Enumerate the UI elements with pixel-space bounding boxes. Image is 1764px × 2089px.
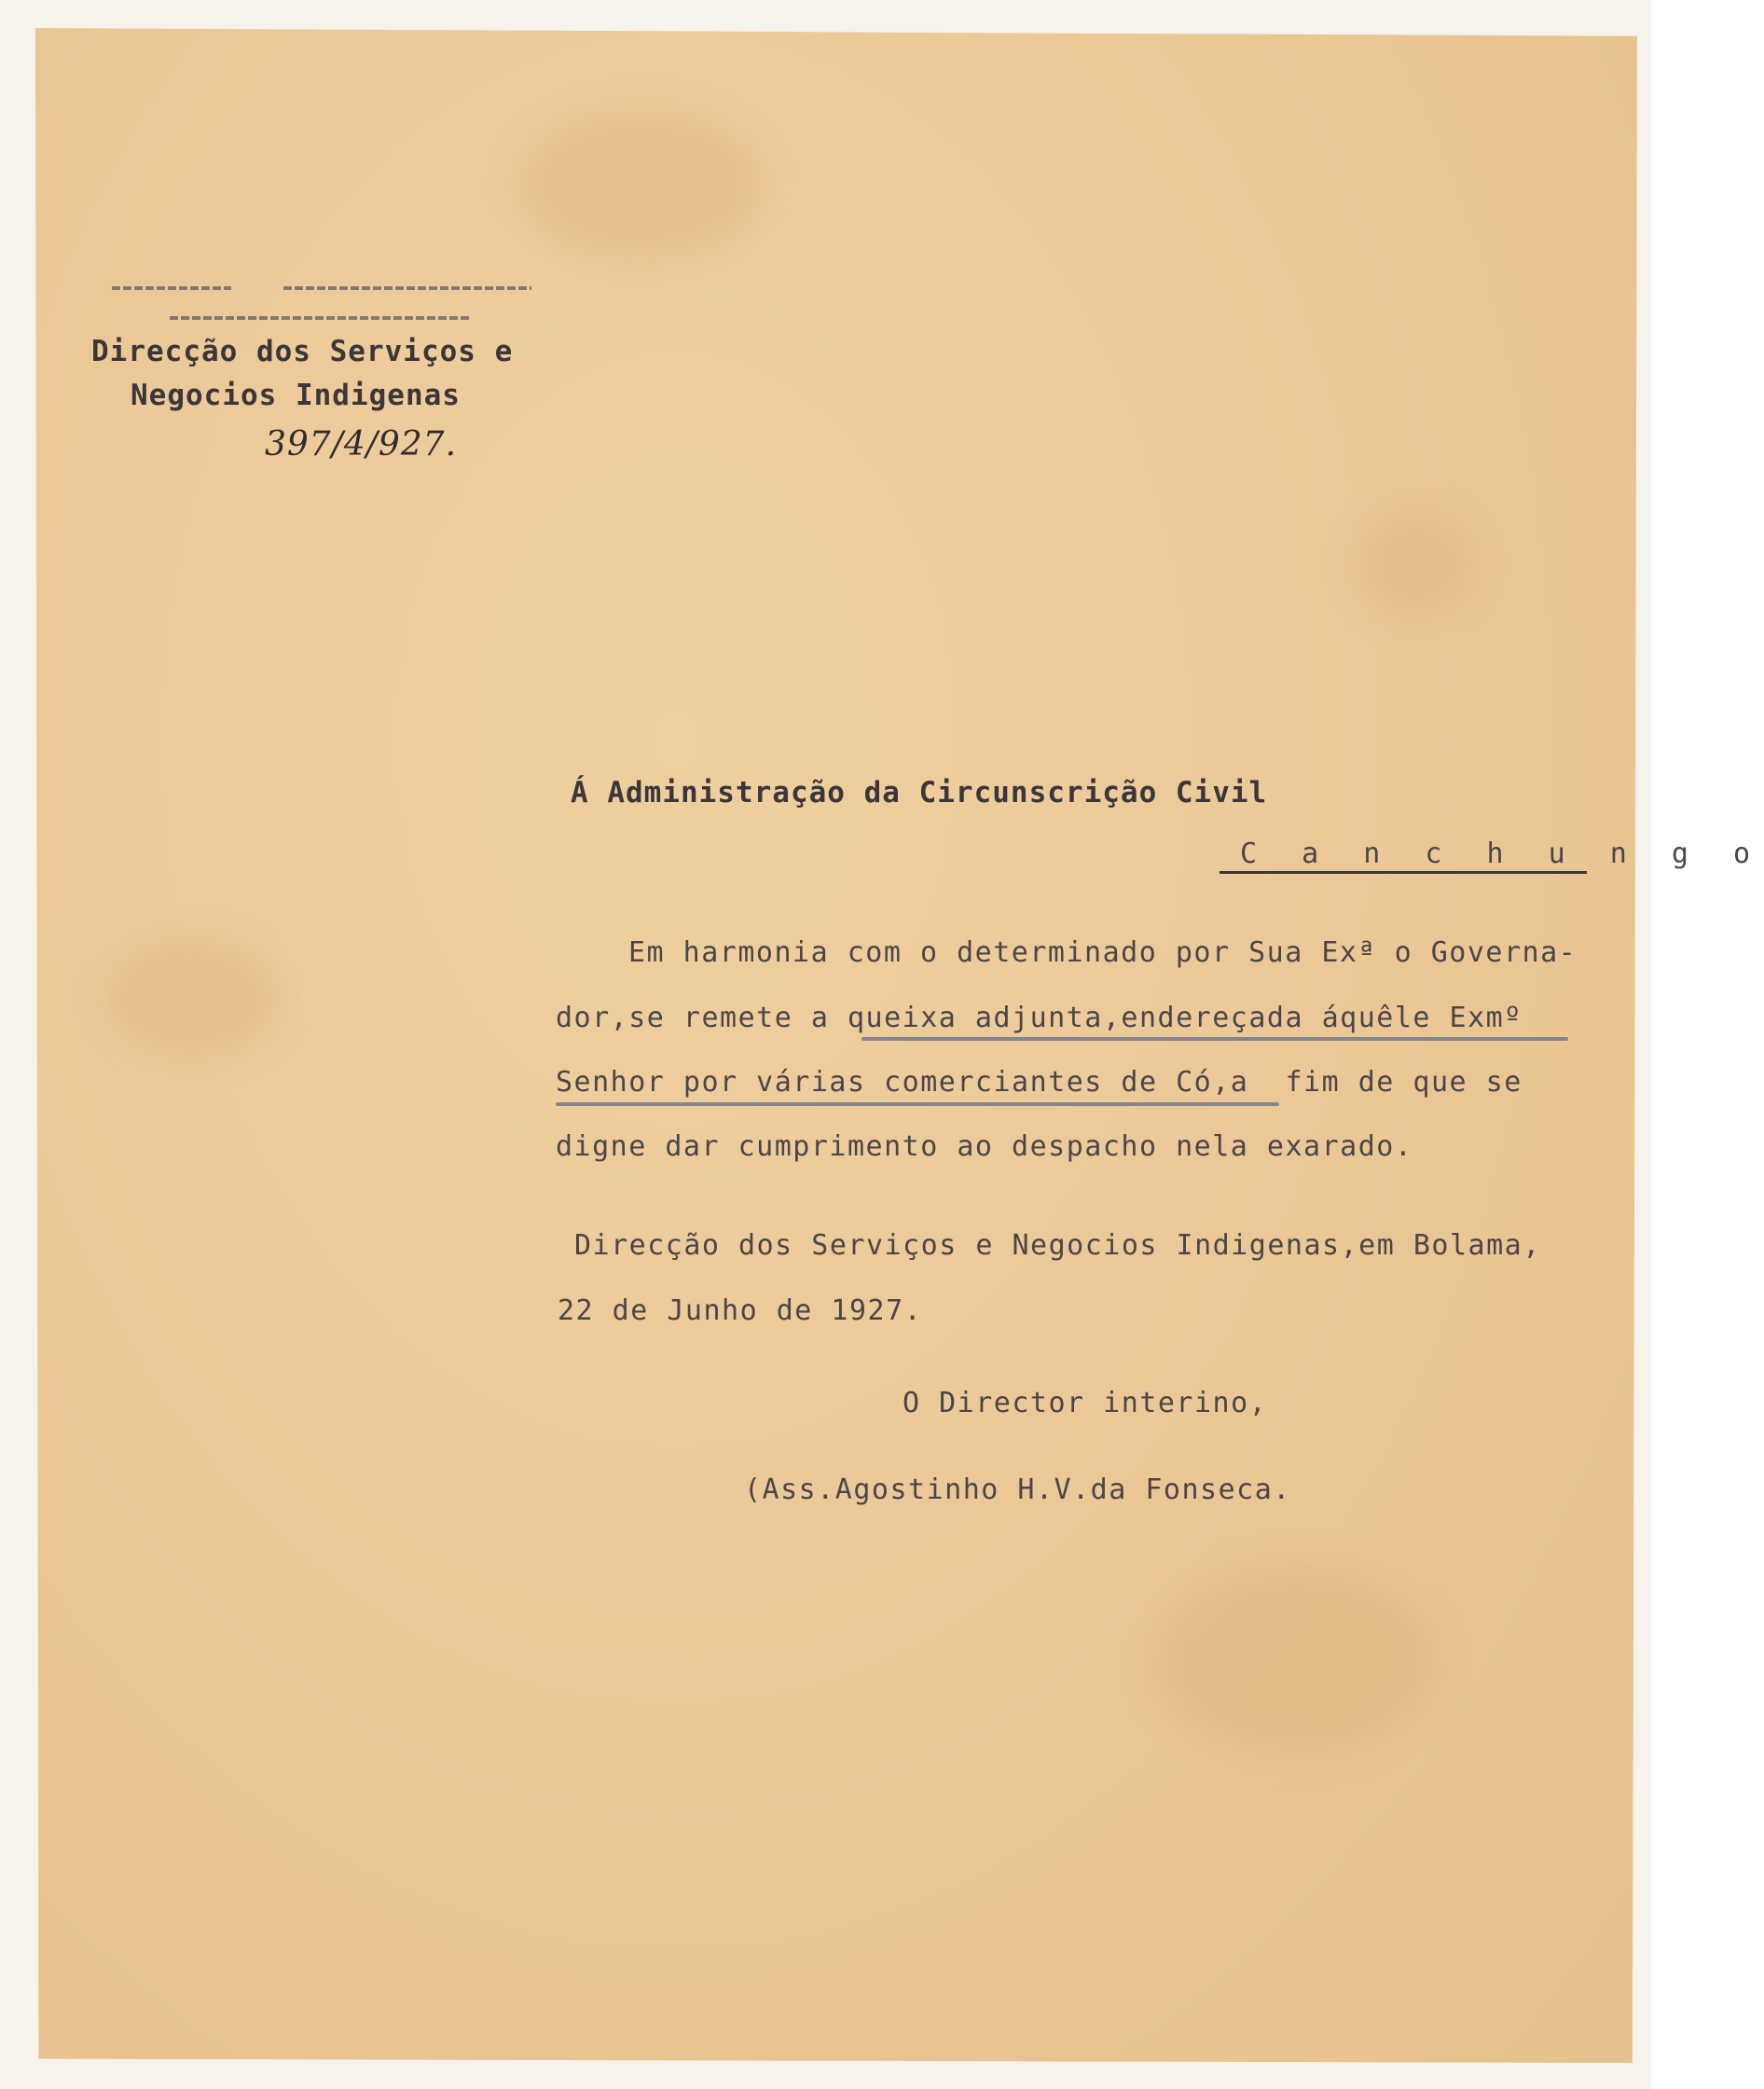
- addressee-line: Á Administração da Circunscrição Civil: [571, 776, 1268, 809]
- paper-stain: [1154, 1567, 1434, 1753]
- pencil-underline-line2: [861, 1037, 1568, 1041]
- reference-number: 397/4/927.: [265, 425, 458, 463]
- closing-date-line: 22 de Junho de 1927.: [558, 1294, 923, 1327]
- header-rule-top-left: [112, 286, 231, 290]
- body-line-4: digne dar cumprimento ao despacho nela exarado.: [556, 1130, 1413, 1163]
- header-rule-top-right: [283, 286, 531, 290]
- document-page: [35, 28, 1637, 2063]
- header-rule-second: [170, 316, 470, 320]
- body-line-1: Em harmonia com o determinado por Sua Exª o Governa-: [628, 936, 1578, 969]
- department-name-line1: Direcção dos Serviços e: [91, 335, 514, 368]
- body-line-3: Senhor por várias comerciantes de Có,a fim de que se: [556, 1066, 1523, 1099]
- director-title: O Director interino,: [903, 1387, 1268, 1419]
- body-line-2: dor,se remete a queixa adjunta,endereçada áquêle Exmº: [556, 1002, 1523, 1034]
- closing-place-line: Direcção dos Serviços e Negocios Indigenas,em Bolama,: [574, 1229, 1541, 1262]
- department-name-line2: Negocios Indigenas: [131, 379, 461, 412]
- signature-line: (Ass.Agostinho H.V.da Fonseca.: [744, 1473, 1291, 1506]
- paper-stain: [1359, 513, 1471, 616]
- paper-stain: [520, 112, 763, 261]
- paper-stain: [110, 942, 278, 1054]
- pencil-underline-line3: [556, 1102, 1279, 1106]
- addressee-place: C a n c h u n g o: [1240, 837, 1764, 870]
- place-underline: [1220, 871, 1587, 874]
